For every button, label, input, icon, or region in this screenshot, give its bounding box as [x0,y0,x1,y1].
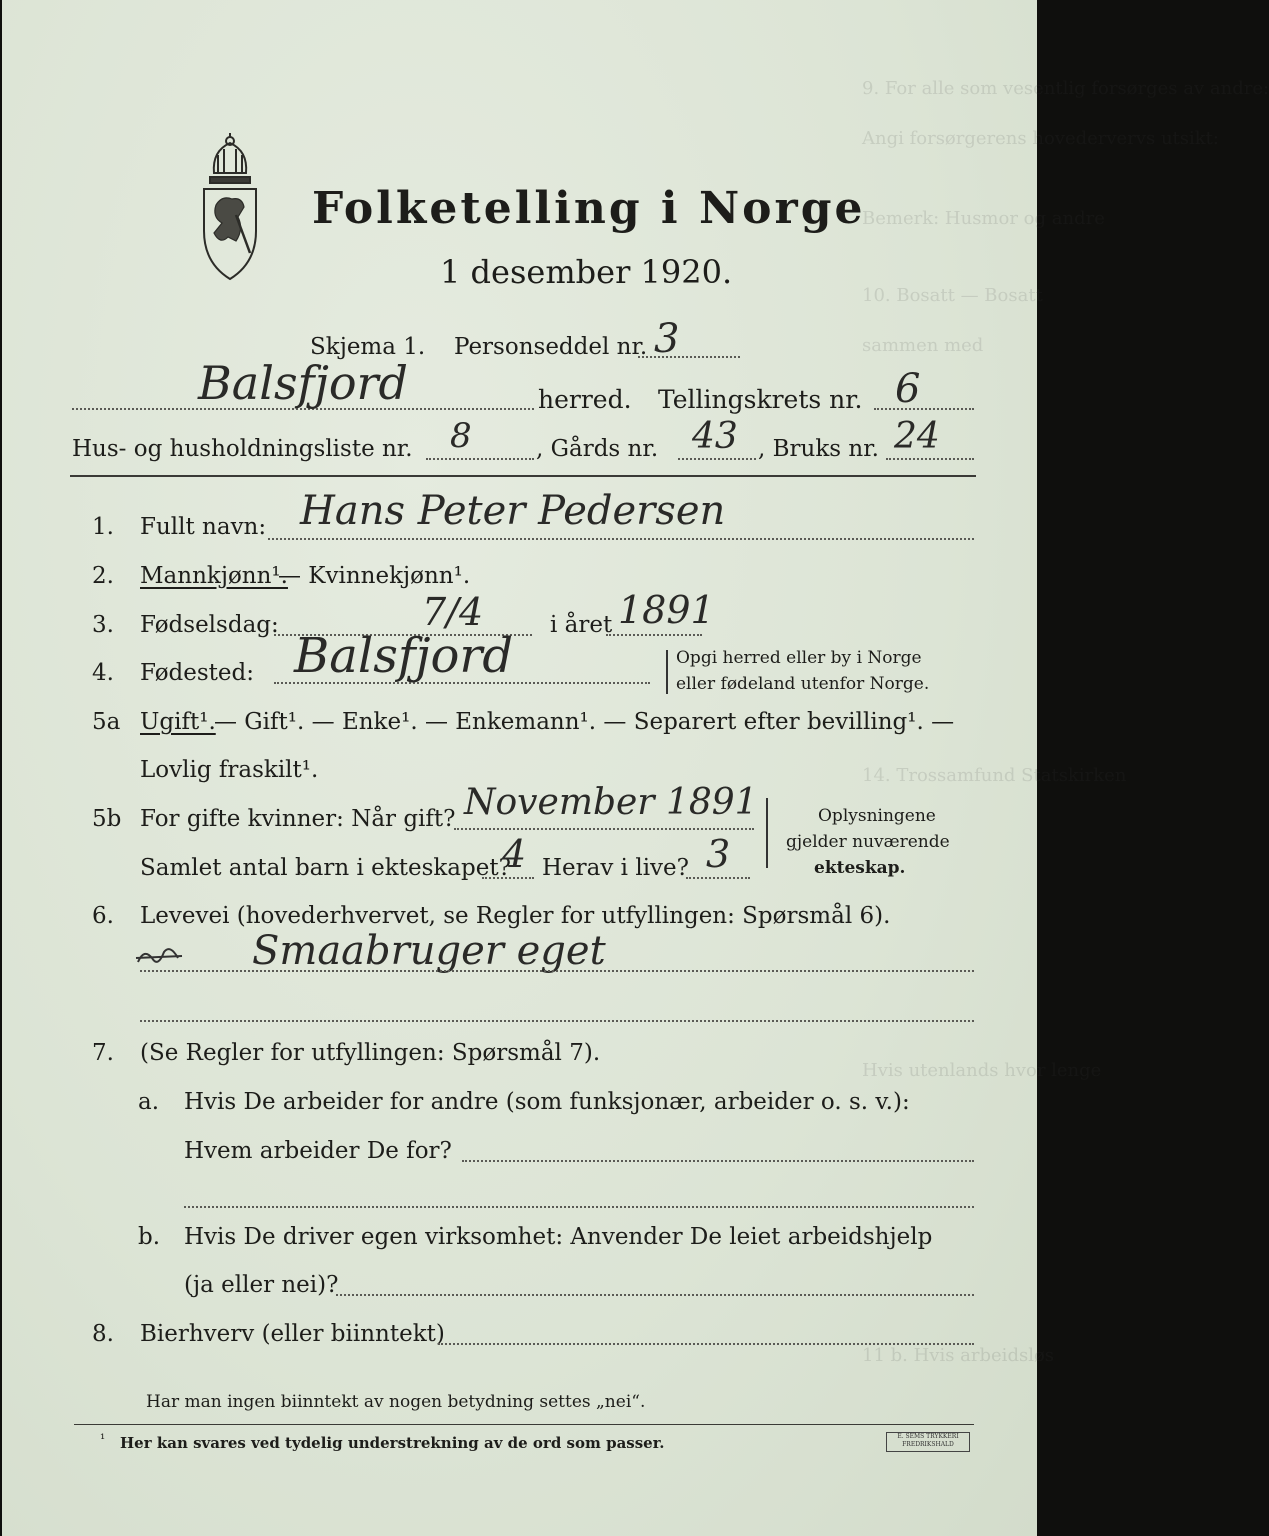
marital-fraskilt-option: Lovlig fraskilt¹. [140,757,319,783]
personseddel-value: 3 [654,316,680,362]
occupation-value: Smaabruger eget [252,928,606,974]
printer-stamp [886,1432,970,1452]
footnote-mark: ¹ [100,1432,106,1447]
bruks-label: , Bruks nr. [758,436,879,462]
header-divider [70,475,976,477]
census-form-page [2,0,1269,1536]
q7a-line2: Hvem arbeider De for? [184,1138,452,1164]
husliste-label: Hus- og husholdningsliste nr. [72,436,413,462]
q7b-answer-line [336,1294,974,1296]
husliste-value: 8 [450,416,472,456]
q4-label: Fødested: [140,660,255,686]
bleed-line: Angi forsørgerens hovedervervs utsikt: [862,128,1219,149]
bruks-value: 24 [894,416,940,457]
skjema-label: Skjema 1. [310,334,426,360]
q3-number: 3. [92,612,114,638]
bleed-line: 11 b. Hvis arbeidsløs [862,1345,1055,1366]
marital-options: — Gift¹. — Enke¹. — Enkemann¹. — Separert efter bevilling¹. — [214,709,955,735]
q5a-number: 5a [92,709,121,735]
q5b-alive-label: Herav i live? [542,855,689,881]
q7a-label: Hvis De arbeider for andre (som funksjonær, arbeider o. s. v.): [184,1089,910,1115]
q4-note-line2: eller fødeland utenfor Norge. [676,674,930,694]
q7-label: (Se Regler for utfyllingen: Spørsmål 7). [140,1040,601,1066]
gards-value: 43 [692,416,738,457]
q7-number: 7. [92,1040,114,1066]
q5b-line [454,828,754,830]
bleed-line: Bemerk: Husmor og andre [862,208,1105,229]
q4-note-line1: Opgi herred eller by i Norge [676,648,922,668]
personseddel-label: Personseddel nr. [454,334,648,360]
q5b-note-line1: Oplysningene [818,806,936,826]
q1-number: 1. [92,514,114,540]
q8-label: Bierhverv (eller biinntekt) [140,1321,445,1347]
biinntekt-note: Har man ingen biinntekt av nogen betydning settes „nei“. [146,1392,646,1412]
gards-label: , Gårds nr. [536,436,659,462]
children-count-value: 4 [502,832,527,876]
tellingskrets-label: Tellingskrets nr. [658,385,863,414]
q8-answer-line [438,1343,974,1345]
form-title: Folketelling i Norge [312,183,866,234]
q1-line [268,538,974,540]
q6-label: Levevei (hovederhvervet, se Regler for utfyllingen: Spørsmål 6). [140,903,891,929]
q5b-label: For gifte kvinner: Når gift? [140,806,456,832]
q4-brace [666,650,668,694]
q4-number: 4. [92,660,114,686]
census-date: 1 desember 1920. [440,253,733,291]
tellingskrets-line [874,408,974,410]
q7b-number: b. [138,1224,161,1250]
q7a-answer-line [462,1160,974,1162]
coat-of-arms-icon [192,133,268,283]
q5b-note-line2: gjelder nuværende [786,832,950,852]
q3-year-label: i året [550,612,613,638]
sex-male-underlined: Mannkjønn¹. [140,563,288,589]
q6-line2 [140,1020,974,1022]
q6-line1 [140,970,974,972]
children-alive-value: 3 [706,832,731,876]
q1-label: Fullt navn: [140,514,267,540]
bleed-line: 9. For alle som vesentlig forsørges av andre: [862,78,1269,99]
q5b-brace [766,798,768,868]
married-date-value: November 1891 [464,782,758,823]
birthplace-value: Balsfjord [294,628,514,684]
herred-label: herred. [538,385,632,414]
q5b-note-line3: ekteskap. [814,858,906,878]
footnote-text: Her kan svares ved tydelig understrekning av de ord som passer. [120,1434,665,1452]
bleed-line: sammen med [862,335,984,356]
alive-line [686,877,750,879]
husliste-line [426,458,534,460]
full-name-value: Hans Peter Pedersen [300,488,726,534]
q6-number: 6. [92,903,114,929]
tellingskrets-value: 6 [895,366,921,412]
q3-year-line [606,634,702,636]
bleed-line: 10. Bosatt — Bosatt [862,285,1043,306]
q5b-number: 5b [92,806,122,832]
bleed-line: Hvis utenlands hvor lenge [862,1060,1102,1081]
footer-divider [74,1424,974,1425]
birth-year-value: 1891 [618,588,715,632]
struck-out-scribble-icon [134,940,184,974]
birth-date-value: 7/4 [422,590,484,634]
q5b-children-label: Samlet antal barn i ekteskapet? [140,855,511,881]
children-line [482,877,534,879]
bruks-line [886,458,974,460]
bleed-line: 14. Trossamfund Statskirken [862,765,1127,786]
q7a-extra-line [184,1206,974,1208]
q3-label: Fødselsdag: [140,612,279,638]
marital-ugift-underlined: Ugift¹. [140,709,216,735]
herred-value: Balsfjord [198,356,408,410]
q2-number: 2. [92,563,114,589]
sex-female-option: — Kvinnekjønn¹. [278,563,471,589]
q8-number: 8. [92,1321,114,1347]
q7a-number: a. [138,1089,160,1115]
q7b-label: Hvis De driver egen virksomhet: Anvender De leiet arbeidshjelp [184,1224,933,1250]
printer-stamp-line1: E. SEMS TRYKKERI [897,1433,959,1440]
gards-line [678,458,756,460]
q7b-line2: (ja eller nei)? [184,1272,339,1298]
printer-stamp-line2: FREDRIKSHALD [902,1441,954,1448]
